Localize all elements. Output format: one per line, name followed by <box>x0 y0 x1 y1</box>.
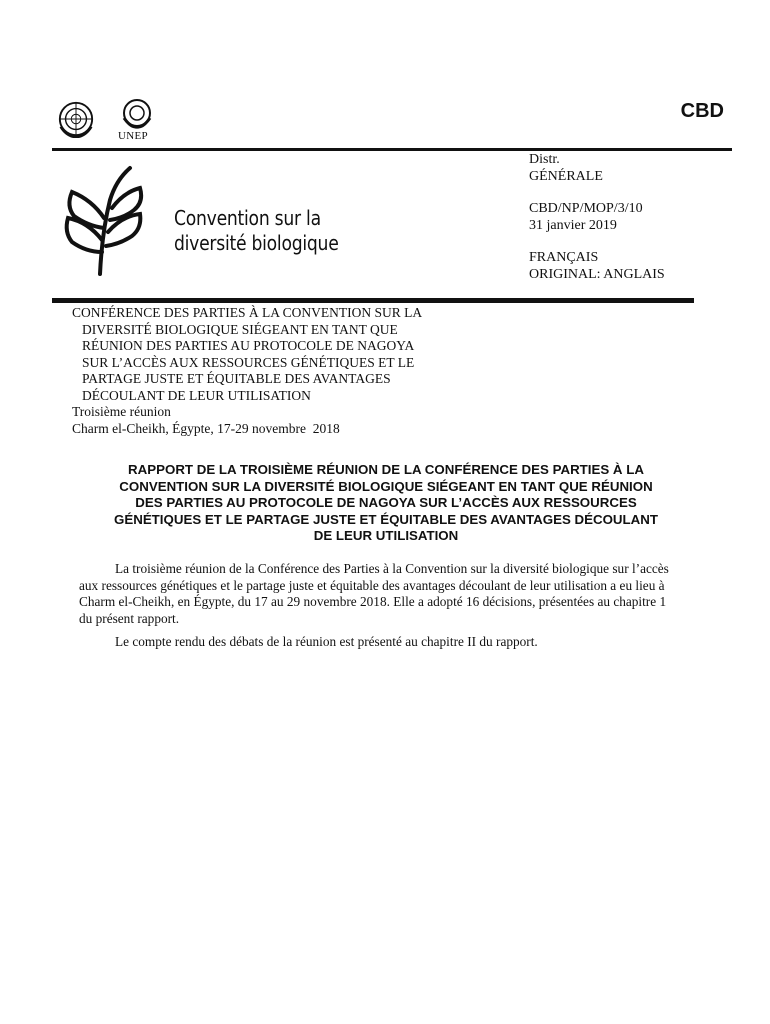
header-rule <box>52 148 732 151</box>
un-emblem-icon <box>57 100 95 138</box>
conference-title <box>72 305 452 405</box>
convention-name-line2: diversité biologique <box>174 231 339 255</box>
conference-title-line: DÉCOULANT DE LEUR UTILISATION <box>82 387 311 403</box>
paragraph-line: aux ressources génétiques et le partage juste et équitable des avantages découlant de leur utilisation a eu lieu à <box>79 577 665 593</box>
report-title <box>70 462 702 545</box>
unep-label: UNEP <box>118 130 148 142</box>
report-title-line: CONVENTION SUR LA DIVERSITÉ BIOLOGIQUE SIÉGEANT EN TANT QUE RÉUNION <box>119 478 653 494</box>
report-title-line: GÉNÉTIQUES ET LE PARTAGE JUSTE ET ÉQUITABLE DES AVANTAGES DÉCOULANT <box>114 511 658 527</box>
conference-title-line: PARTAGE JUSTE ET ÉQUITABLE DES AVANTAGES <box>82 371 391 387</box>
section-rule <box>52 298 694 303</box>
paragraph-line: La troisième réunion de la Conférence des Parties à la Convention sur la diversité biologique sur l’accès <box>115 561 669 576</box>
report-title-line: DE LEUR UTILISATION <box>313 528 459 544</box>
paragraph-line: Charm el-Cheikh, en Égypte, du 17 au 29 novembre 2018. Elle a adopté 16 décisions, présentées au chapitre 1 <box>79 594 667 610</box>
distr-label: Distr. <box>529 152 560 167</box>
document-date: 31 janvier 2019 <box>529 218 617 233</box>
convention-name-line1: Convention sur la <box>174 206 321 230</box>
convention-name <box>174 206 339 256</box>
paragraph-line: Le compte rendu des débats de la réunion est présenté au chapitre II du rapport. <box>115 634 538 649</box>
conference-title-line: CONFÉRENCE DES PARTIES À LA CONVENTION SUR LA <box>72 305 423 320</box>
paragraph-1 <box>79 561 694 627</box>
document-symbol: CBD/NP/MOP/3/10 <box>529 201 643 216</box>
meeting-number: Troisième réunion <box>72 404 171 419</box>
paragraph-2 <box>79 634 694 651</box>
report-title-line: RAPPORT DE LA TROISIÈME RÉUNION DE LA CONFÉRENCE DES PARTIES À LA <box>128 462 644 477</box>
meeting-place-date: Charm el-Cheikh, Égypte, 17-29 novembre 2018 <box>72 421 340 436</box>
cbd-symbol: CBD <box>680 100 724 122</box>
document-language: FRANÇAIS <box>529 250 599 265</box>
conference-title-line: SUR L’ACCÈS AUX RESSOURCES GÉNÉTIQUES ET LE <box>82 354 415 370</box>
original-language: ORIGINAL: ANGLAIS <box>529 267 665 282</box>
conference-title-line: DIVERSITÉ BIOLOGIQUE SIÉGEANT EN TANT QUE <box>82 321 398 337</box>
conference-title-line: RÉUNION DES PARTIES AU PROTOCOLE DE NAGOYA <box>82 338 415 354</box>
report-title-line: DES PARTIES AU PROTOCOLE DE NAGOYA SUR L’ACCÈS AUX RESSOURCES <box>135 495 637 511</box>
distribution-value: GÉNÉRALE <box>529 169 603 184</box>
paragraph-line: du présent rapport. <box>79 610 180 626</box>
